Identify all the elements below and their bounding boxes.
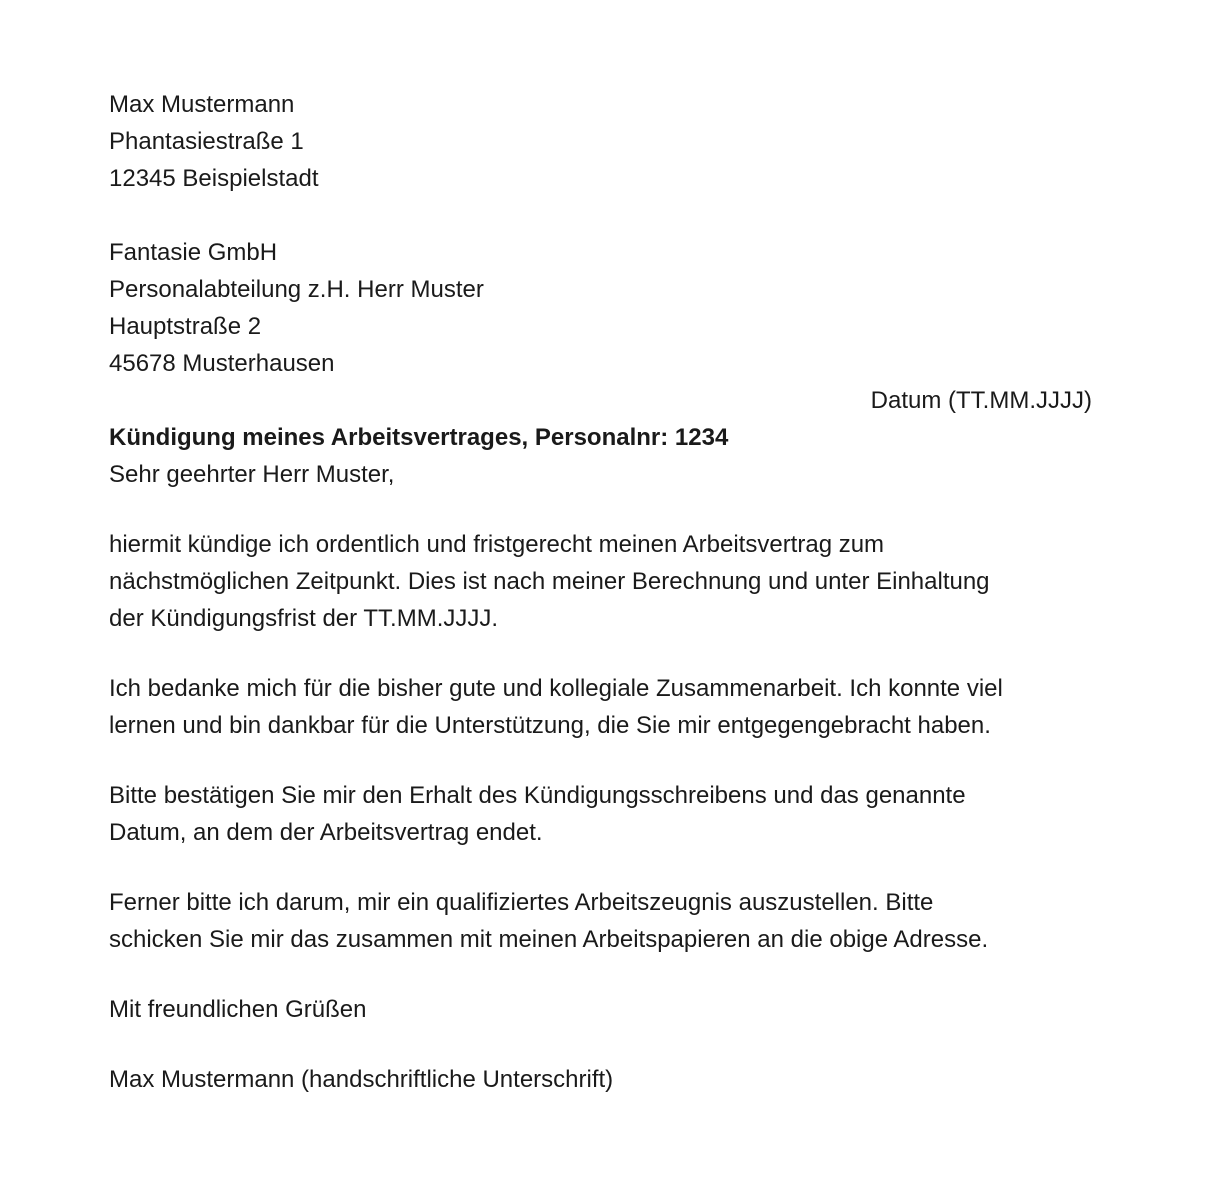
spacer xyxy=(109,958,1092,991)
paragraph-line: lernen und bin dankbar für die Unterstützung, die Sie mir entgegengebracht haben. xyxy=(109,712,991,739)
spacer xyxy=(109,637,1092,670)
resignation-letter xyxy=(109,86,1092,1098)
body-paragraph-thanks xyxy=(109,670,1092,744)
spacer xyxy=(109,851,1092,884)
closing: Mit freundlichen Grüßen xyxy=(109,996,367,1023)
recipient-address xyxy=(109,234,1092,382)
body-paragraph-confirmation xyxy=(109,777,1092,851)
recipient-company: Fantasie GmbH xyxy=(109,239,278,266)
sender-city: 12345 Beispielstadt xyxy=(109,165,319,192)
sender-address xyxy=(109,86,1092,197)
salutation: Sehr geehrter Herr Muster, xyxy=(109,461,395,488)
body-paragraph-reference xyxy=(109,884,1092,958)
paragraph-line: schicken Sie mir das zusammen mit meinen Arbeitspapieren an die obige Adresse. xyxy=(109,926,989,953)
recipient-street: Hauptstraße 2 xyxy=(109,313,262,340)
body-paragraph-notice xyxy=(109,526,1092,637)
signature: Max Mustermann (handschriftliche Unterschrift) xyxy=(109,1066,614,1093)
spacer xyxy=(109,493,1092,526)
spacer xyxy=(109,1028,1092,1061)
spacer xyxy=(109,744,1092,777)
spacer xyxy=(109,197,1092,234)
paragraph-line: hiermit kündige ich ordentlich und fristgerecht meinen Arbeitsvertrag zum xyxy=(109,531,885,558)
paragraph-line: Ich bedanke mich für die bisher gute und kollegiale Zusammenarbeit. Ich konnte viel xyxy=(109,675,1003,702)
paragraph-line: der Kündigungsfrist der TT.MM.JJJJ. xyxy=(109,605,499,632)
sender-street: Phantasiestraße 1 xyxy=(109,128,304,155)
sender-name: Max Mustermann xyxy=(109,91,295,118)
letter-subject: Kündigung meines Arbeitsvertrages, Personalnr: 1234 xyxy=(109,424,729,451)
letter-date: Datum (TT.MM.JJJJ) xyxy=(870,387,1092,414)
recipient-city: 45678 Musterhausen xyxy=(109,350,335,377)
paragraph-line: Datum, an dem der Arbeitsvertrag endet. xyxy=(109,819,543,846)
recipient-department: Personalabteilung z.H. Herr Muster xyxy=(109,276,484,303)
paragraph-line: Bitte bestätigen Sie mir den Erhalt des Kündigungsschreibens und das genannte xyxy=(109,782,966,809)
paragraph-line: Ferner bitte ich darum, mir ein qualifiziertes Arbeitszeugnis auszustellen. Bitte xyxy=(109,889,934,916)
paragraph-line: nächstmöglichen Zeitpunkt. Dies ist nach meiner Berechnung und unter Einhaltung xyxy=(109,568,990,595)
